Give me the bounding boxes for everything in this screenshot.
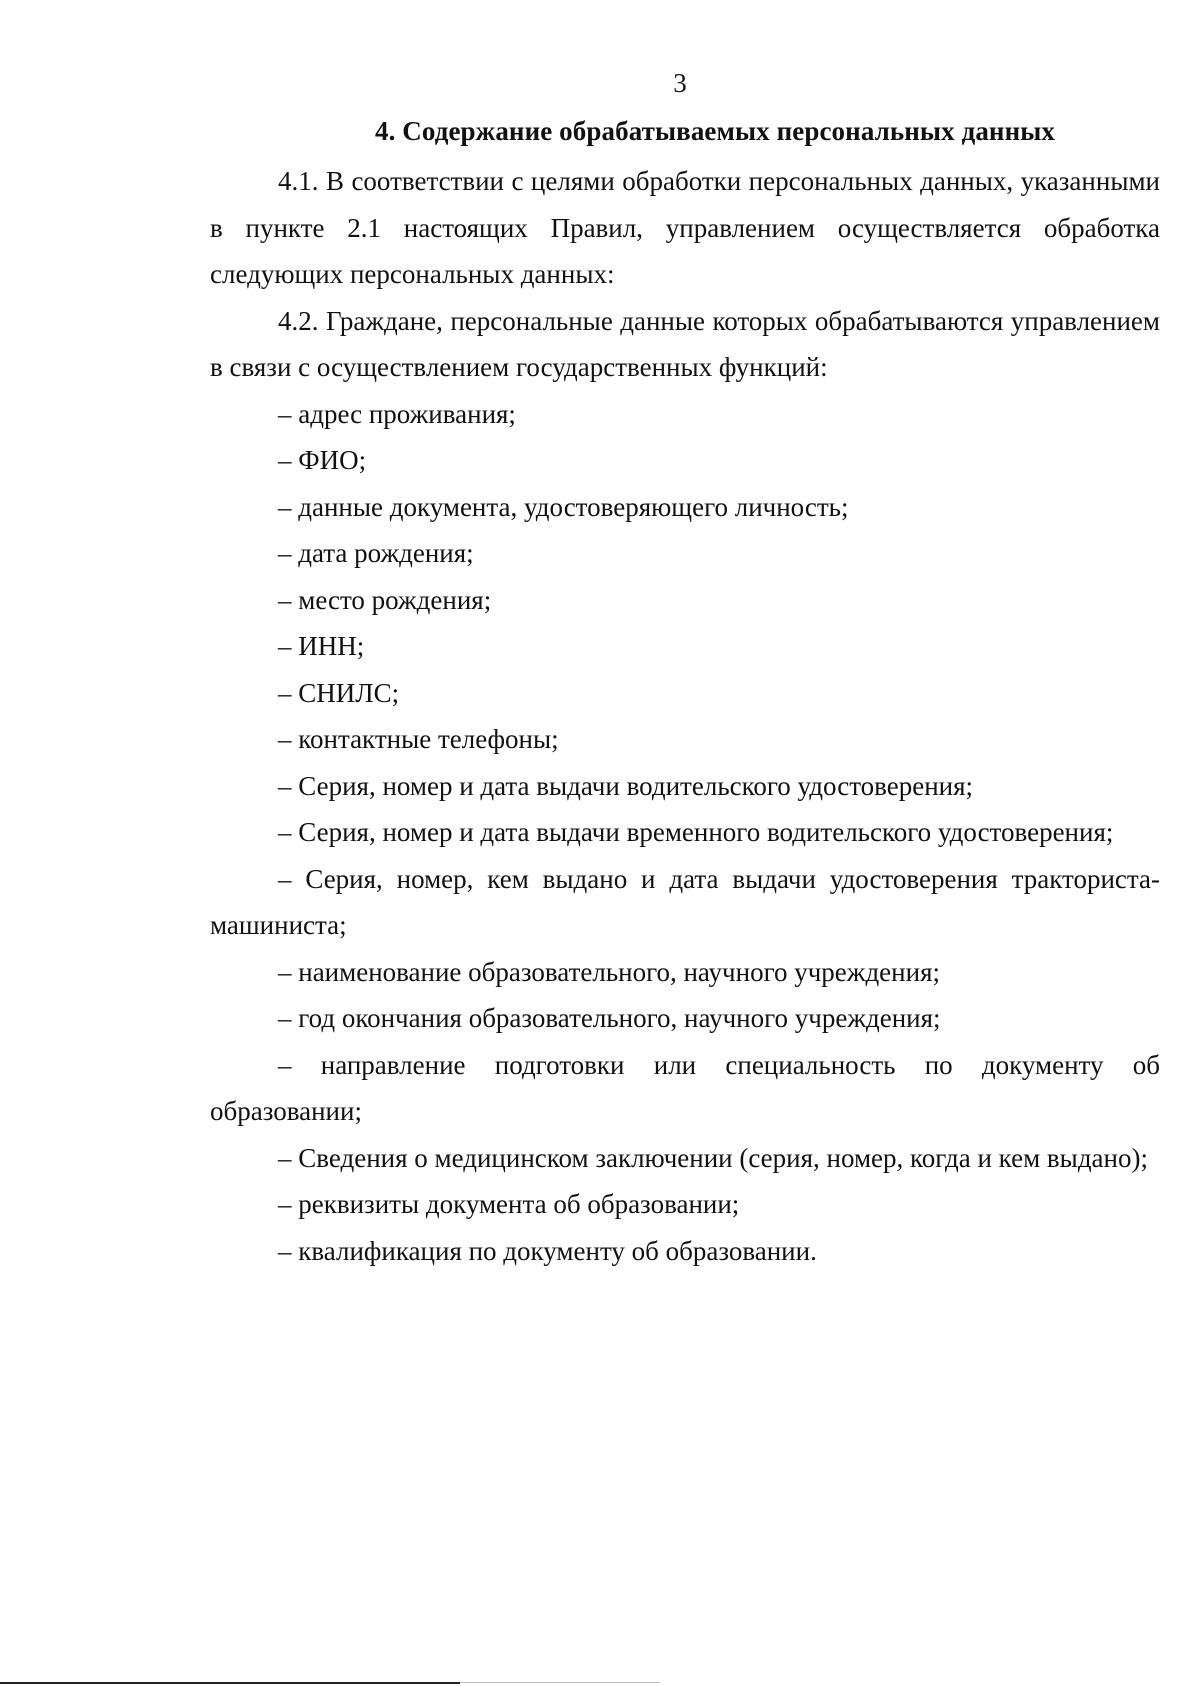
list-item: – год окончания образовательного, научного учреждения; xyxy=(278,1003,941,1033)
list-item: – Серия, номер и дата выдачи водительского удостоверения; xyxy=(278,770,974,801)
document-body xyxy=(210,158,1160,1274)
list-item: – Серия, номер и дата выдачи временного водительского удостоверения; xyxy=(278,817,1114,847)
list-item: – Сведения о медицинском заключении (серия, номер, когда и кем выдано); xyxy=(278,1142,1148,1173)
list-item: – ИНН; xyxy=(278,631,365,661)
list-item: – СНИЛС; xyxy=(278,677,400,708)
list-item: – место рождения; xyxy=(278,584,492,615)
list-item: – Серия, номер, кем выдано и дата выдачи удостоверения тракториста-машиниста; xyxy=(210,863,1160,940)
list-item: – направление подготовки или специальность по документу об образовании; xyxy=(210,1049,1160,1126)
bottom-scan-edge xyxy=(0,1682,460,1684)
paragraph-4-1: 4.1. В соответствии с целями обработки персональных данных, указанными в пункте 2.1 настоящих Правил, управлением осуществляется обработка следующих персональных данных: xyxy=(210,166,1160,289)
list-item: – реквизиты документа об образовании; xyxy=(278,1189,740,1219)
list-item: – ФИО; xyxy=(278,445,367,475)
list-item: – данные документа, удостоверяющего личность; xyxy=(278,491,849,522)
list-item: – наименование образовательного, научного учреждения; xyxy=(278,956,940,987)
list-item: – дата рождения; xyxy=(278,538,474,568)
list-item: – адрес проживания; xyxy=(278,398,516,429)
list-item: – контактные телефоны; xyxy=(278,724,559,754)
page-number: 3 xyxy=(673,68,687,98)
bottom-scan-edge-fade xyxy=(460,1682,660,1683)
section-title: 4. Содержание обрабатываемых персональных данных xyxy=(374,116,1056,146)
paragraph-4-2: 4.2. Граждане, персональные данные которых обрабатываются управлением в связи с осуществлением государственных функций: xyxy=(210,305,1160,382)
list-item: – квалификация по документу об образовании. xyxy=(278,1235,817,1266)
